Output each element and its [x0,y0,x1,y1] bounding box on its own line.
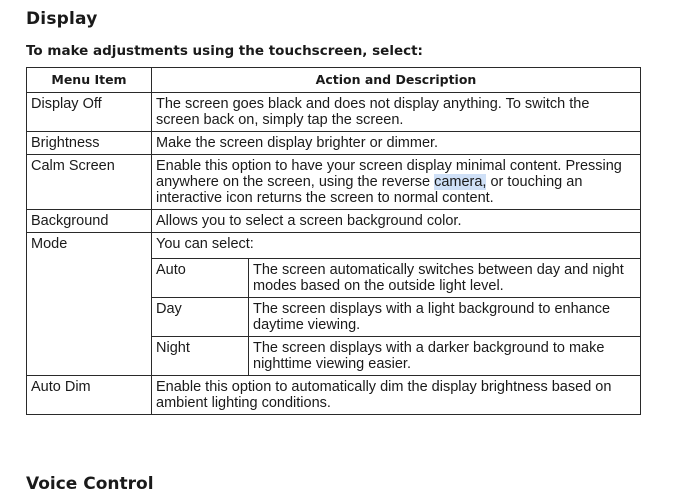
row-mode-item: Mode [27,233,152,376]
row-background-item: Background [27,210,152,233]
table-row [27,233,641,376]
selected-text-highlight[interactable]: camera, [434,174,487,190]
section-heading: Display [26,9,98,29]
mode-option-auto-desc: The screen automatically switches between day and night modes based on the outside light level. [249,259,641,298]
table-row [27,210,641,233]
mode-option-row [152,259,640,298]
mode-option-day-desc: The screen displays with a light background to enhance daytime viewing. [249,298,641,337]
mode-option-day-name: Day [152,298,249,337]
mode-option-night-desc: The screen displays with a darker background to make nighttime viewing easier. [249,337,641,376]
row-display-off-item: Display Off [27,93,152,132]
mode-option-row [152,337,640,376]
row-mode-action [152,233,641,376]
table-row [27,93,641,132]
instruction-subheading: To make adjustments using the touchscreen, select: [26,43,423,59]
next-section-heading: Voice Control [26,474,154,494]
display-settings-table [26,67,641,415]
row-background-action: Allows you to select a screen background color. [152,210,641,233]
table-row [27,155,641,210]
calm-screen-text-after: or touching an interactive icon returns the screen to normal content. [156,174,583,206]
mode-option-row [152,298,640,337]
header-action-description: Action and Description [152,68,641,93]
mode-option-auto-name: Auto [152,259,249,298]
row-calm-screen-action [152,155,641,210]
row-brightness-item: Brightness [27,132,152,155]
table-row [27,132,641,155]
mode-option-night-name: Night [152,337,249,376]
row-calm-screen-item: Calm Screen [27,155,152,210]
mode-intro-text: You can select: [156,236,254,252]
mode-options-table [152,258,640,375]
calm-screen-text-before: Enable this option to have your screen display minimal content. Pressing anywhere on the screen, using the reverse [156,158,622,190]
table-row [27,376,641,415]
row-auto-dim-item: Auto Dim [27,376,152,415]
row-auto-dim-action: Enable this option to automatically dim the display brightness based on ambient lighting conditions. [152,376,641,415]
header-menu-item: Menu Item [27,68,152,93]
table-header-row [27,68,641,93]
row-display-off-action: The screen goes black and does not display anything. To switch the screen back on, simply tap the screen. [152,93,641,132]
row-brightness-action: Make the screen display brighter or dimmer. [152,132,641,155]
